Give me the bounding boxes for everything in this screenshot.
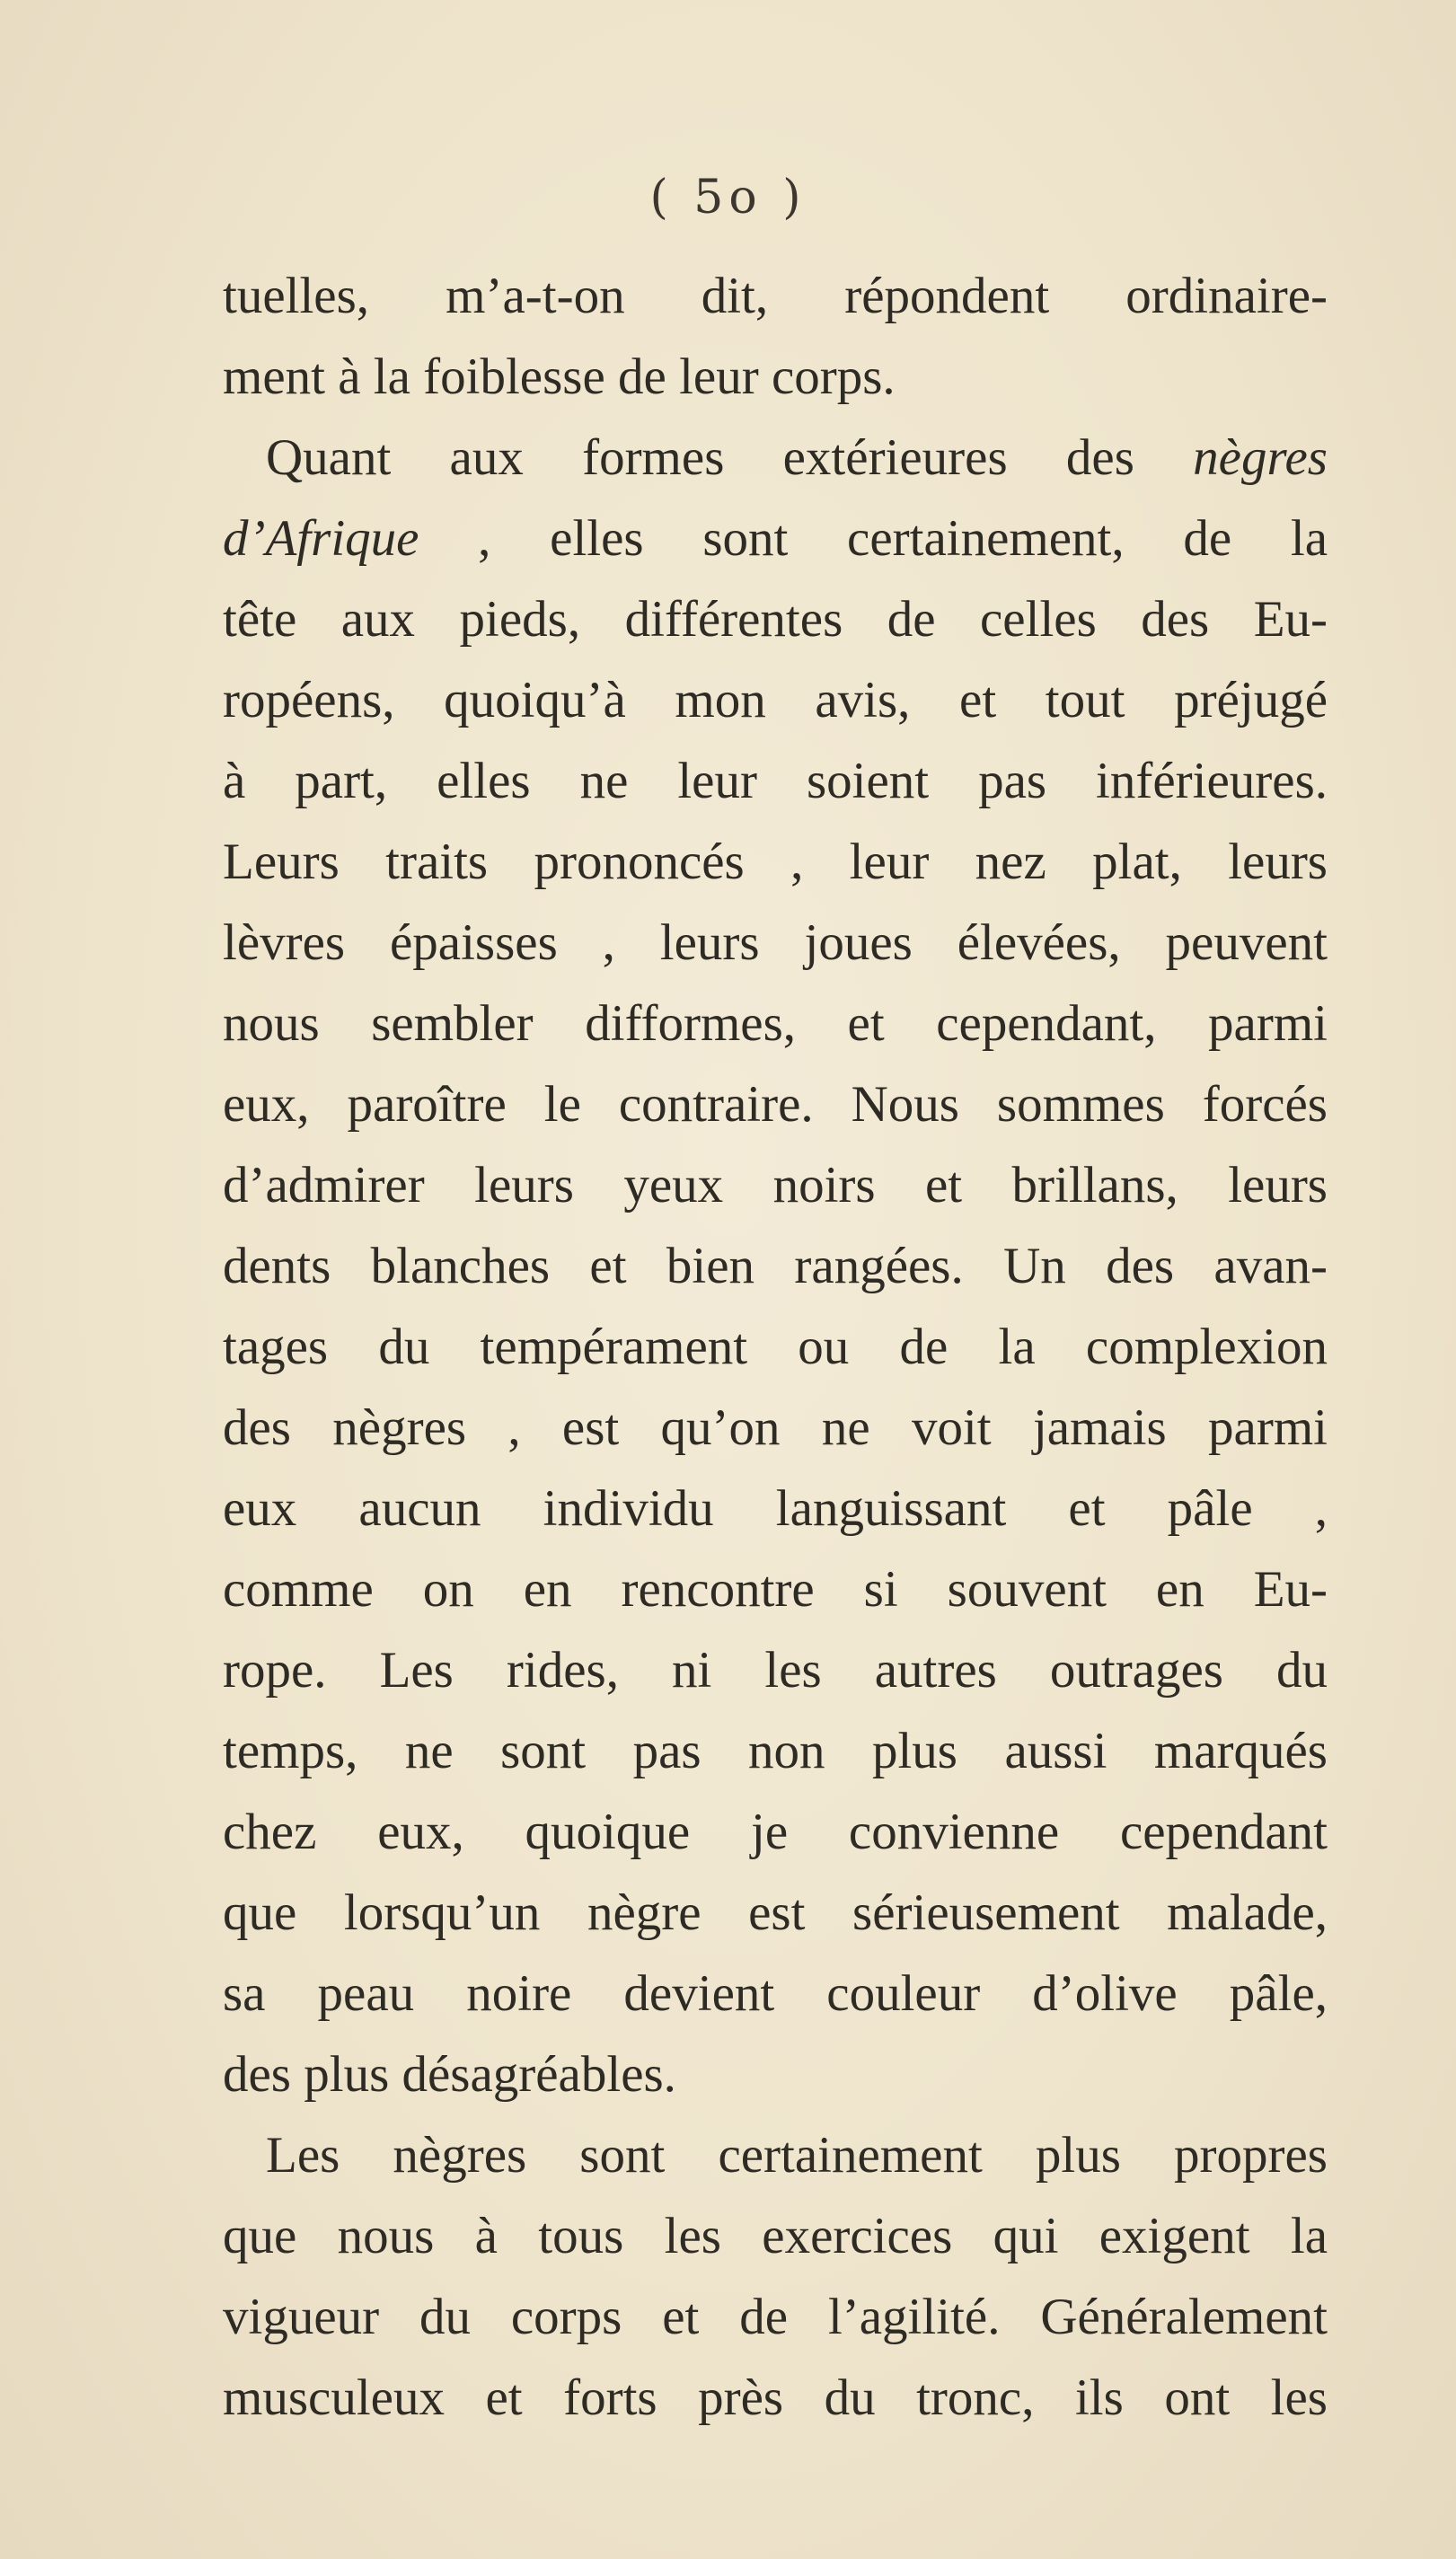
text-line: tuelles, m’a-t-on dit, répondent ordinaire-: [223, 268, 1328, 324]
text-line: [223, 499, 1328, 579]
body-text: [223, 256, 1328, 2439]
text-line: [223, 418, 1328, 499]
text-line: musculeux et forts près du tronc, ils ont les: [223, 2369, 1328, 2426]
text-line: dents blanches et bien rangées. Un des avan-: [223, 1238, 1328, 1294]
text-line: nous sembler difformes, et cependant, parmi: [223, 995, 1328, 1052]
text-segment: , elles sont certainement, de la: [419, 510, 1328, 567]
text-line: ment à la foiblesse de leur corps.: [223, 349, 896, 405]
text-line: des nègres , est qu’on ne voit jamais parmi: [223, 1399, 1328, 1456]
text-line: que nous à tous les exercices qui exigent la: [223, 2208, 1328, 2264]
text-line: chez eux, quoique je convienne cependant: [223, 1804, 1328, 1860]
text-line: temps, ne sont pas non plus aussi marqués: [223, 1723, 1328, 1779]
italic-text: nègres: [1193, 429, 1328, 486]
text-line: tages du tempérament ou de la complexion: [223, 1319, 1328, 1375]
text-segment: Quant aux formes extérieures des: [266, 429, 1194, 486]
text-line: sa peau noire devient couleur d’olive pâle,: [223, 1965, 1328, 2022]
text-line: eux aucun individu languissant et pâle ,: [223, 1480, 1328, 1537]
text-line: Leurs traits prononcés , leur nez plat, leurs: [223, 834, 1328, 890]
text-line: rope. Les rides, ni les autres outrages du: [223, 1642, 1328, 1699]
text-line: vigueur du corps et de l’agilité. Généralement: [223, 2289, 1328, 2345]
italic-text: d’Afrique: [223, 510, 419, 567]
text-line: eux, paroître le contraire. Nous sommes forcés: [223, 1076, 1328, 1133]
text-line: comme on en rencontre si souvent en Eu-: [223, 1561, 1328, 1618]
text-line: tête aux pieds, différentes de celles des Eu-: [223, 591, 1328, 648]
text-line: à part, elles ne leur soient pas inférieures.: [223, 753, 1328, 809]
page-number: ( 5o ): [649, 171, 807, 225]
text-line: Les nègres sont certainement plus propres: [266, 2127, 1328, 2184]
text-line: des plus désagréables.: [223, 2046, 676, 2103]
text-line: d’admirer leurs yeux noirs et brillans, leurs: [223, 1157, 1328, 1213]
text-line: ropéens, quoiqu’à mon avis, et tout préjugé: [223, 672, 1328, 728]
text-line: que lorsqu’un nègre est sérieusement malade,: [223, 1884, 1328, 1941]
text-line: lèvres épaisses , leurs joues élevées, peuvent: [223, 914, 1328, 971]
